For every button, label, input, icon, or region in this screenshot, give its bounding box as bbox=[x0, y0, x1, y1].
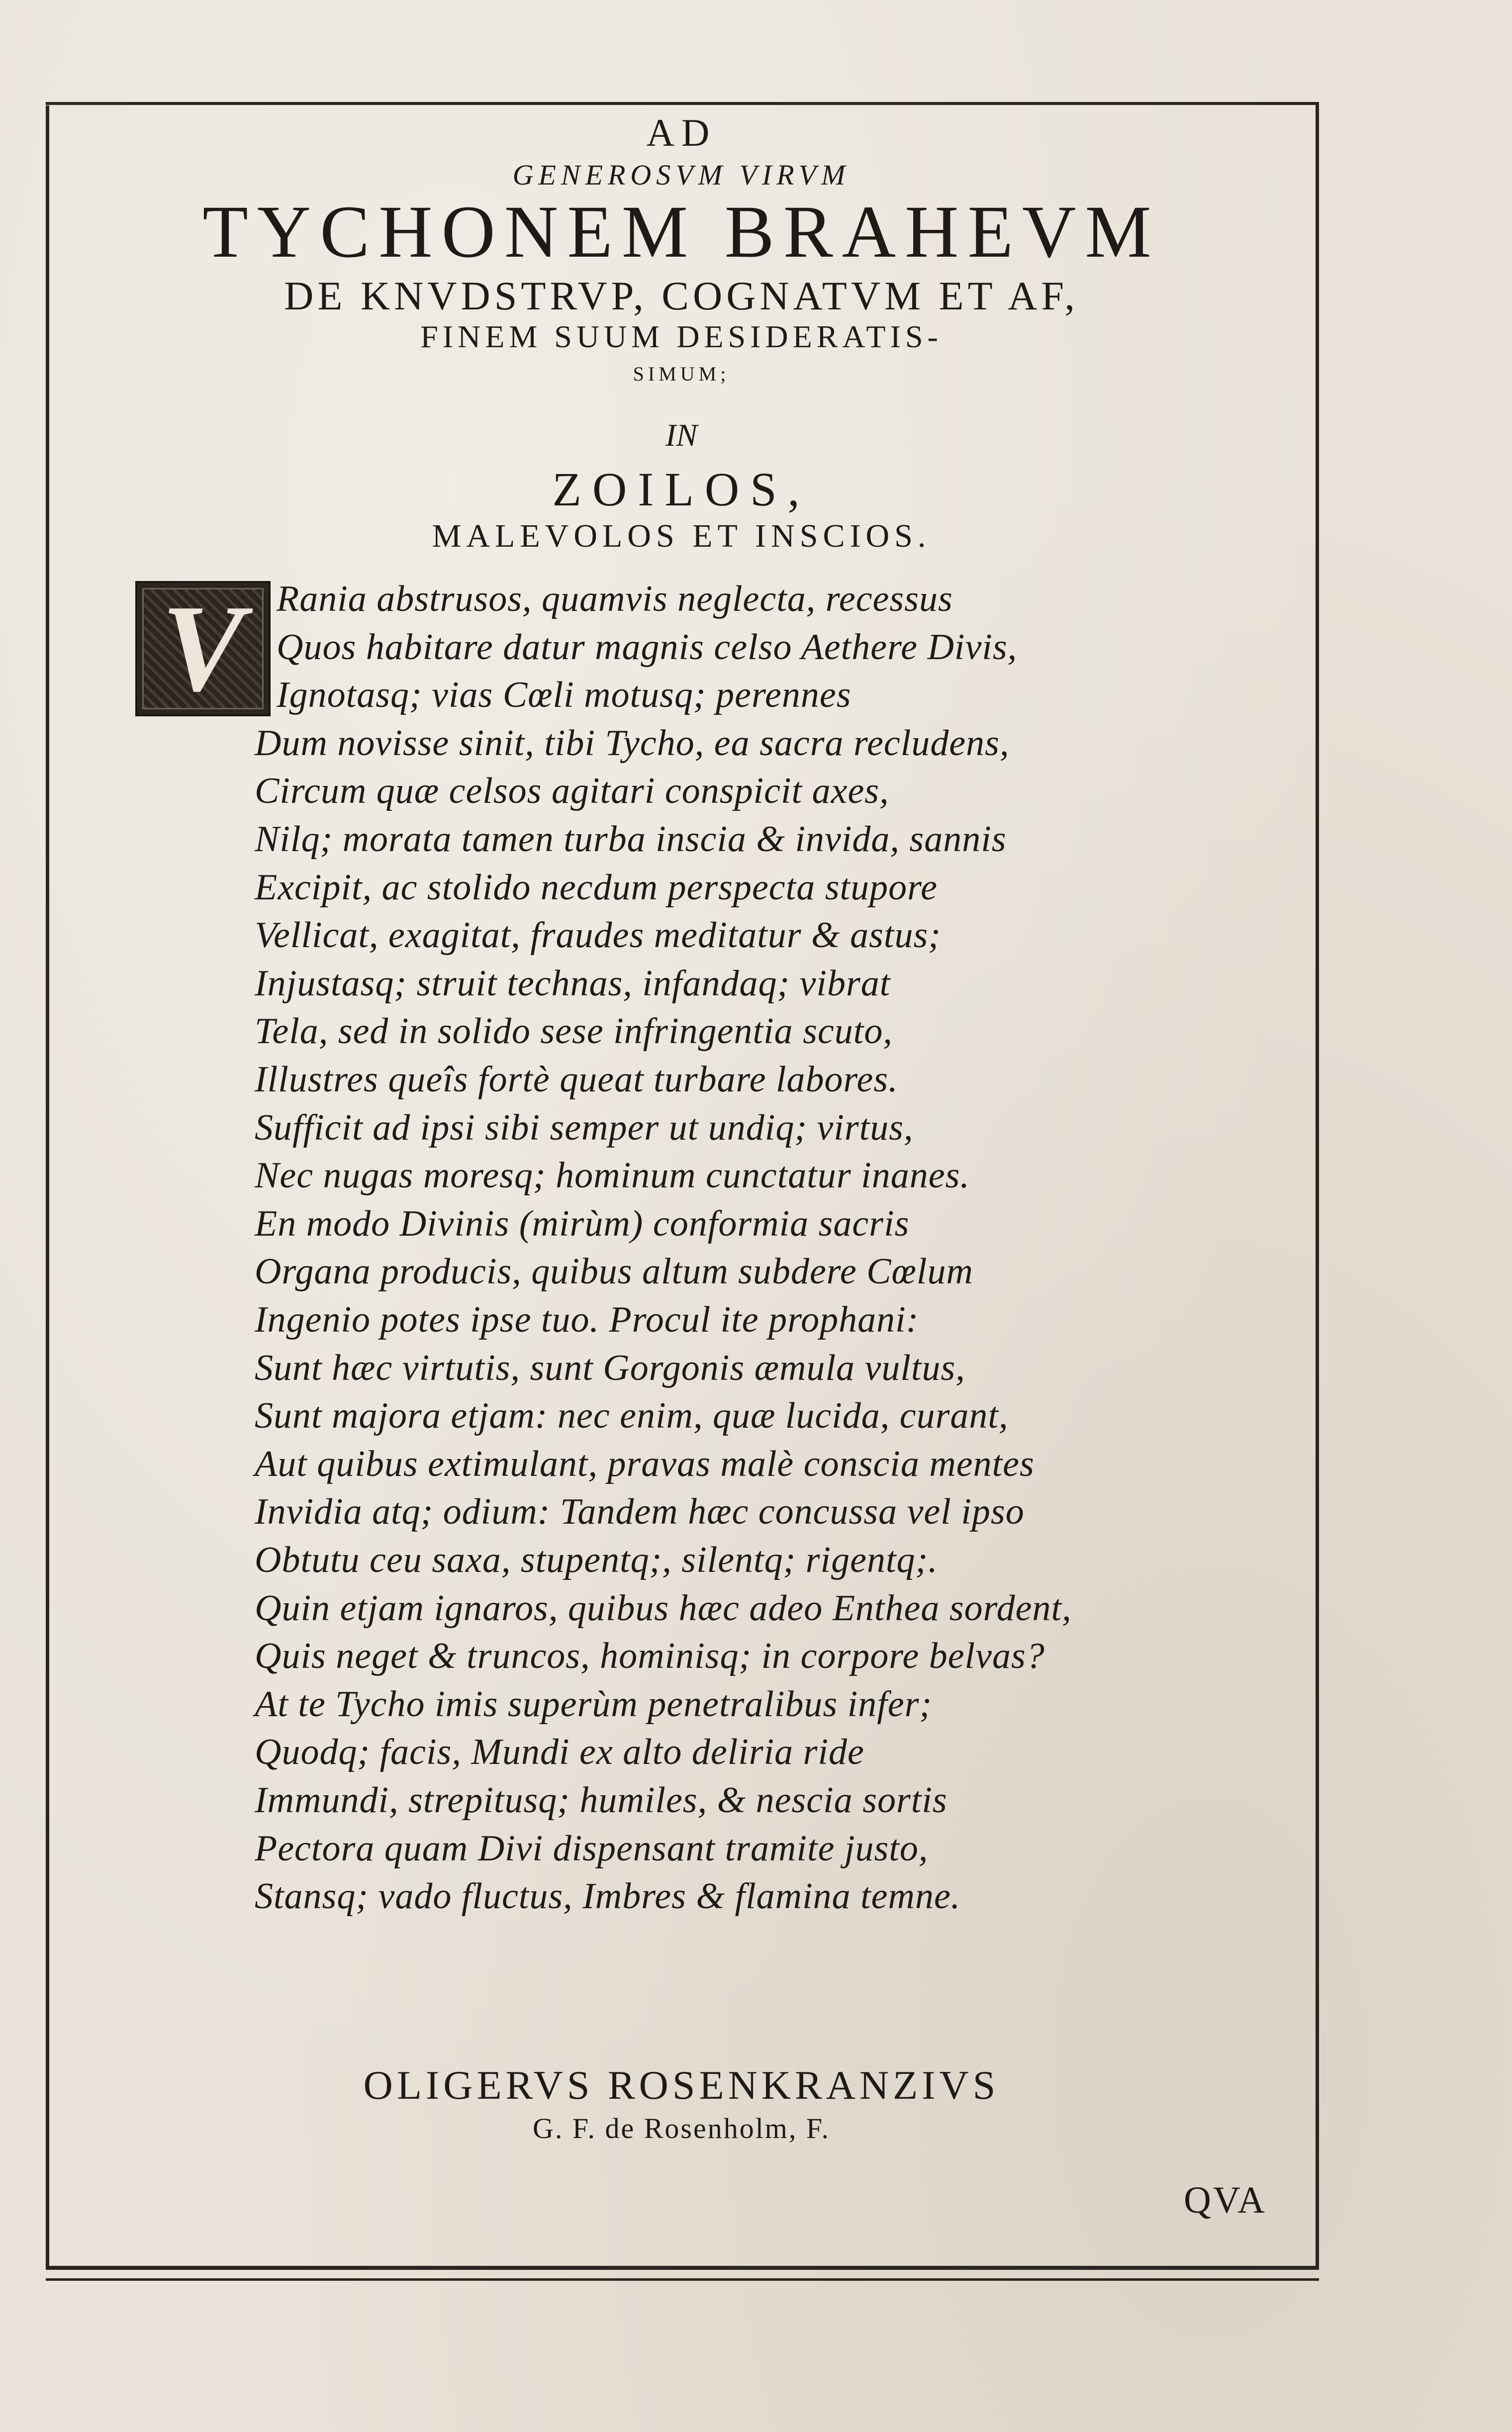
poem-line: Rania abstrusos, quamvis neglecta, recessus bbox=[277, 579, 953, 619]
poem-line: Quodq; facis, Mundi ex alto deliria ride bbox=[255, 1732, 864, 1772]
poem-line: Excipit, ac stolido necdum perspecta stupore bbox=[255, 867, 938, 908]
frame-rule-bottom bbox=[46, 2266, 1319, 2270]
heading-ad: AD bbox=[646, 111, 717, 154]
poem-line: Injustasq; struit technas, infandaq; vibrat bbox=[255, 963, 891, 1004]
frame-rule-left bbox=[46, 105, 49, 2269]
poem-line: Sufficit ad ipsi sibi semper ut undiq; virtus, bbox=[255, 1107, 914, 1148]
heading-generosum: GENEROSVM VIRVM bbox=[512, 159, 850, 191]
heading-tycho: TYCHONEM BRAHEVM bbox=[202, 191, 1160, 273]
heading-simum: SIMUM; bbox=[633, 363, 730, 385]
poem-line: Quis neget & truncos, hominisq; in corpore belvas? bbox=[255, 1636, 1045, 1676]
heading-malevolos: MALEVOLOS ET INSCIOS. bbox=[432, 518, 931, 554]
decorated-initial-letter: V bbox=[161, 580, 245, 717]
heading-in: IN bbox=[665, 417, 697, 453]
poem-line: Vellicat, exagitat, fraudes meditatur & astus; bbox=[255, 915, 941, 956]
heading-zoilos: ZOILOS, bbox=[552, 463, 811, 516]
poem-line: Nilq; morata tamen turba inscia & invida, sannis bbox=[255, 819, 1007, 860]
poem-line: Pectora quam Divi dispensant tramite justo, bbox=[255, 1828, 929, 1869]
poem-line: Illustres queîs fortè queat turbare labores. bbox=[255, 1059, 898, 1100]
author-name: OLIGERVS ROSENKRANZIVS bbox=[363, 2062, 1000, 2108]
poem-line: En modo Divinis (mirùm) conformia sacris bbox=[255, 1203, 910, 1244]
poem-line: Sunt hæc virtutis, sunt Gorgonis æmula vultus, bbox=[255, 1348, 965, 1388]
poem-line: Obtutu ceu saxa, stupentq;, silentq; rigentq;. bbox=[255, 1540, 938, 1580]
catchword: QVA bbox=[1184, 2179, 1267, 2221]
frame-rule-right bbox=[1316, 102, 1319, 2266]
poem-line: Organa producis, quibus altum subdere Cœlum bbox=[255, 1251, 973, 1292]
poem-line: Quos habitare datur magnis celso Aethere Divis, bbox=[277, 627, 1018, 668]
poem-line: Ingenio potes ipse tuo. Procul ite prophani: bbox=[255, 1299, 919, 1340]
poem-line: Tela, sed in solido sese infringentia scuto, bbox=[255, 1011, 893, 1052]
frame-rule-bottom-inner bbox=[46, 2278, 1319, 2281]
poem-line: Dum novisse sinit, tibi Tycho, ea sacra recludens, bbox=[255, 723, 1010, 764]
author-suffix: G. F. de Rosenholm, F. bbox=[532, 2112, 831, 2144]
poem-line: Ignotasq; vias Cœli motusq; perennes bbox=[277, 675, 851, 715]
heading-finem: FINEM SUUM DESIDERATIS- bbox=[420, 319, 943, 354]
poem-line: Sunt majora etjam: nec enim, quæ lucida, curant, bbox=[255, 1395, 1009, 1436]
poem-line: Stansq; vado fluctus, Imbres & flamina temne. bbox=[255, 1876, 961, 1917]
poem-line: At te Tycho imis superùm penetralibus infer; bbox=[255, 1684, 933, 1725]
poem-line: Quin etjam ignaros, quibus hæc adeo Enthea sordent, bbox=[255, 1588, 1072, 1629]
heading-knudstrup: DE KNVDSTRVP, COGNATVM ET AF, bbox=[284, 273, 1079, 318]
poem-line: Aut quibus extimulant, pravas malè conscia mentes bbox=[255, 1444, 1035, 1484]
poem-line: Nec nugas moresq; hominum cunctatur inanes. bbox=[255, 1155, 970, 1196]
decorated-initial bbox=[135, 581, 271, 716]
poem-line: Immundi, strepitusq; humiles, & nescia sortis bbox=[255, 1780, 947, 1821]
poem-line: Circum quæ celsos agitari conspicit axes, bbox=[255, 771, 889, 811]
frame-rule-top bbox=[46, 102, 1319, 105]
poem-line: Invidia atq; odium: Tandem hæc concussa vel ipso bbox=[255, 1491, 1025, 1532]
